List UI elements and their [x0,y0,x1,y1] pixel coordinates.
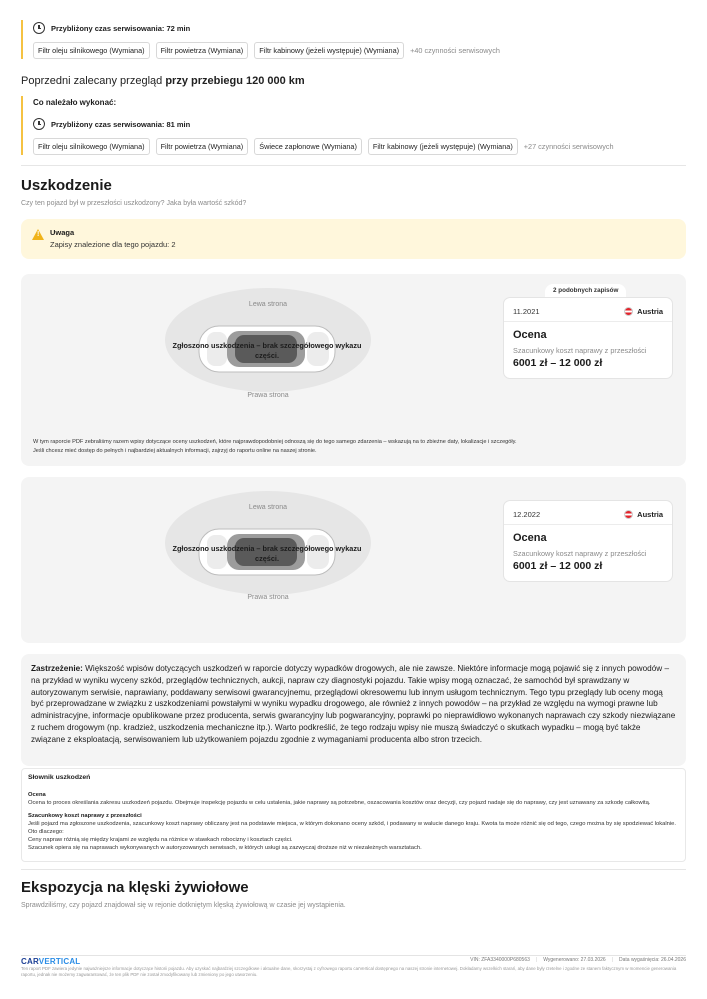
warning-text: Zapisy znalezione dla tego pojazdu: 2 [50,240,176,249]
damage-disclaimer [21,654,686,766]
record-estimate-label: Szacunkowy koszt naprawy z przeszłości [513,346,647,355]
record-country [624,510,663,519]
service-time-row [33,116,687,132]
divider [21,165,686,166]
clock-icon [33,22,45,34]
carvertical-logo [21,957,80,966]
footer-expires: Data wygaśnięcia: 26.04.2026 [619,957,686,963]
service-time-label: Przybliżony czas serwisowania: 72 min [51,23,191,33]
record-country-label: Austria [637,510,663,519]
record-estimate-value: 6001 zł – 12 000 zł [513,357,603,369]
glossary-title: Słownik uszkodzeń [28,774,91,781]
service-chip: Filtr kabinowy (jeżeli występuje) (Wymiana) [368,138,518,155]
logo-part: VERTICAL [38,957,81,966]
record-ocena: Ocena [513,532,547,544]
disclaimer-label: Zastrzeżenie: [31,664,83,673]
divider [504,524,672,525]
left-side-label: Lewa strona [248,504,288,511]
damage-record-card [21,274,686,466]
glossary-text: Ocena to proces określania zakresu uszkodzeń pojazdu. Obejmuje inspekcję pojazdu w celu ustalenia, jakie naprawy są potrzebne, oszacowania kosztów oraz decyzji, czy pojazd nadaje się do naprawy, czy jest uznawany za szkodę całkowitą. [28,800,651,806]
austria-flag-icon [624,307,633,316]
similar-records-badge: 2 podobnych zapisów [545,284,626,297]
warning-exclamation: ! [37,231,40,238]
disaster-subtitle: Sprawdziliśmy, czy pojazd znajdował się w rejonie dotkniętym klęską żywiołową w czasie jej wystąpienia. [21,902,346,909]
record-ocena: Ocena [513,329,547,341]
glossary-text: Ceny napraw różnią się między krajami ze względu na różnice w stawkach robocizny i kosztach części. [28,837,293,843]
service-chip: Filtr oleju silnikowego (Wymiana) [33,138,150,155]
more-services: +27 czynności serwisowych [523,142,614,151]
service-chips [33,138,687,155]
record-summary [503,500,673,582]
service-block-previous [21,96,687,155]
damage-title: Uszkodzenie [21,177,112,194]
warning-box [21,219,686,259]
prev-service-title-prefix: Poprzedni zalecany przegląd [21,75,166,87]
glossary-text: Jeśli pojazd ma zgłoszone uszkodzenia, szacunkowy koszt naprawy obliczany jest na podstawie miejsca, w którym dokonano oceny szkód, i podawany w walucie danego kraju. Kwota ta może różnić się od tego, czego można by się spodziewać lokalnie. Oto dlaczego: [28,821,676,835]
more-services: +40 czynności serwisowych [410,46,500,55]
glossary-term: Szacunkowy koszt naprawy z przeszłości [28,813,142,819]
damage-record-card [21,477,686,643]
prev-service-title [21,75,305,87]
footer-divider [21,955,686,956]
glossary-term: Ocena [28,792,46,798]
austria-flag-icon [624,510,633,519]
prev-service-title-bold: przy przebiegu 120 000 km [165,75,305,87]
divider [21,869,686,870]
footer-generated: Wygenerowano: 27.03.2026 [543,957,606,963]
record-summary [503,297,673,379]
service-time-label: Przybliżony czas serwisowania: 81 min [51,119,191,129]
clock-icon [33,118,45,130]
service-chip: Filtr oleju silnikowego (Wymiana) [33,42,150,59]
record-estimate-value: 6001 zł – 12 000 zł [513,560,603,572]
glossary-text: Szacunek opiera się na naprawach wykonywanych w autoryzowanych serwisach, w których usługi są zazwyczaj droższe niż w niezależnych warsztatach. [28,845,422,851]
left-side-label: Lewa strona [248,301,288,308]
footer-vin: VIN: ZFA3340000P680563 [470,957,530,963]
record-country-label: Austria [637,307,663,316]
service-chip: Filtr powietrza (Wymiana) [156,42,249,59]
divider [504,321,672,322]
footer-disclaimer: Ten raport PDF zawiera jedynie najważniejsze informacje dotyczące historii pojazdu. Aby uzyskać najbardziej szczegółowe i aktualne dane, skorzystaj z cyfrowego raportu carVertical dostępnego na naszej stronie internetowej. Dokładamy wszelkich starań, aby dane były rzetelne i zgodne ze stanem faktycznym w momencie generowania raportu, jednak nie możemy zagwarantować, że ten plik PDF nie został zmodyfikowany lub zmieniony po jego utworzeniu. [21,966,677,977]
service-chip: Świece zapłonowe (Wymiana) [254,138,362,155]
right-side-label: Prawa strona [247,594,289,601]
record-note [33,438,673,456]
service-time-row [33,20,687,36]
logo-part: CAR [21,957,39,966]
warning-title: Uwaga [50,228,75,237]
service-chip: Filtr powietrza (Wymiana) [156,138,249,155]
record-note-line: Jeśli chcesz mieć dostęp do pełnych i najbardziej aktualnych informacji, zajrzyj do raportu online na naszej stronie. [33,448,317,454]
damage-subtitle: Czy ten pojazd był w przeszłości uszkodzony? Jaka była wartość szkód? [21,200,247,207]
service-chips [33,42,687,59]
record-date: 11.2021 [513,307,540,316]
service-chip: Filtr kabinowy (jeżeli występuje) (Wymiana) [254,42,404,59]
damage-message: Zgłoszono uszkodzenia – brak szczegółowego wykazu części. [172,341,362,360]
record-country [624,307,663,316]
damage-glossary [21,768,686,862]
record-date: 12.2022 [513,510,541,519]
footer-meta: VIN: ZFA3340000P680563 | Wygenerowano: 27.03.2026 | Data wygaśnięcia: 26.04.2026 [470,957,686,963]
todo-label: Co należało wykonać: [33,98,117,107]
record-estimate-label: Szacunkowy koszt naprawy z przeszłości [513,549,647,558]
service-block-current [21,20,687,59]
record-note-line: W tym raporcie PDF zebraliśmy razem wpisy dotyczące oceny uszkodzeń, które najprawdopodobniej odnoszą się do tego samego zdarzenia – wskazują na to zbieżne daty, lokalizacje i szczegóły. [33,439,517,445]
disclaimer-text: Większość wpisów dotyczących uszkodzeń w raporcie dotyczy wypadków drogowych, ale nie zawsze. Niektóre informacje mogą pojawić się z innych powodów – na przykład w wyniku wyceny szkód, przeglądów technicznych, aukcji, napraw czy diagnostyki pojazdu. Takie wpisy mogą oznaczać, że samochód był sprawdzany w autoryzowanym serwisie, naprawiany, poddawany serwisowi gwarancyjnemu, przeglądowi okresowemu lub innym usługom technicznym. Tego typu przeglądy lub oceny mogą być przeprowadzane w związku z uszkodzeniami powstałymi w wyniku wypadku drogowego, ale również z innych powodów – na przykład ze względu na wymogi prawne lub administracyjne, informacje opublikowane przez producenta, serwis gwarancyjny lub pogwarancyjny, poprawki po nieprawidłowo wykonanych naprawach czy szkody niezwiązane z ruchem drogowym (np. kradzież, uszkodzenia mechaniczne itp.). Warto podkreślić, że tego rodzaju wpisy nie muszą świadczyć o skutkach wypadku – mogą być także związane z eksploatacją, serwisowaniem lub użytkowaniem pojazdu zgodnie z wymaganiami producenta albo stron trzecich. [31,664,676,744]
damage-message: Zgłoszono uszkodzenia – brak szczegółowego wykazu części. [172,544,362,563]
right-side-label: Prawa strona [247,392,289,399]
disaster-title: Ekspozycja na klęski żywiołowe [21,879,249,896]
